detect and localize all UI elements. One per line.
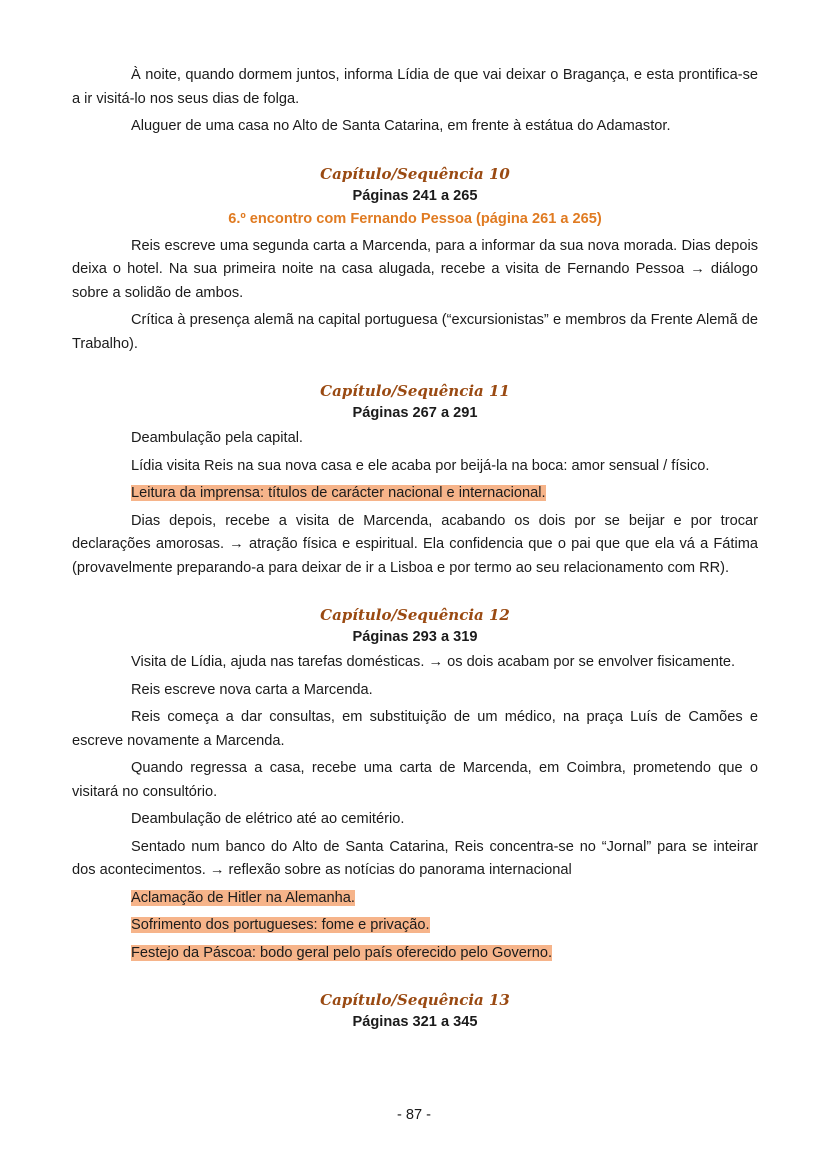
chapter-title: Capítulo/Sequência 12 [320,606,510,624]
chapter-12-heading [72,604,758,649]
chapter-10-heading [72,163,758,231]
paragraph: Deambulação pela capital. [131,430,303,446]
paragraph: Deambulação de elétrico até ao cemitério. [131,811,405,827]
highlighted-paragraph [72,887,758,911]
paragraph: Lídia visita Reis na sua nova casa e ele acaba por beijá-la na boca: amor sensual / físico. [131,457,710,474]
highlight: Leitura da imprensa: títulos de carácter nacional e internacional. [131,485,546,501]
chapter-pages: Páginas 293 a 319 [352,629,478,645]
paragraph: Reis escreve uma segunda carta a Marcenda, para a informar da sua nova morada. Dias depois deixa o hotel. Na sua primeira noite na casa alugada, recebe a visita de Fernando Pessoa → diálogo sobre a solidão de ambos. [72,237,758,301]
chapter-title: Capítulo/Sequência 13 [320,991,510,1009]
chapter-title: Capítulo/Sequência 11 [320,382,510,400]
chapter-11-heading [72,380,758,425]
chapter-title: Capítulo/Sequência 10 [320,164,510,183]
paragraph: Sentado num banco do Alto de Santa Catarina, Reis concentra-se no “Jornal” para se inteirar dos acontecimentos. → reflexão sobre as notícias do panorama internacional [72,838,758,878]
chapter-pages: Páginas 321 a 345 [352,1014,478,1030]
paragraph: À noite, quando dormem juntos, informa Lídia de que vai deixar o Bragança, e esta prontifica-se a ir visitá-lo nos seus dias de folga. [72,67,758,107]
paragraph: Crítica à presença alemã na capital portuguesa (“excursionistas” e membros da Frente Alemã de Trabalho). [72,312,758,352]
highlighted-paragraph [72,942,758,966]
chapter-pages: Páginas 241 a 265 [352,187,478,204]
highlight: Aclamação de Hitler na Alemanha. [131,889,355,906]
paragraph: Reis escreve nova carta a Marcenda. [131,681,373,698]
highlighted-paragraph [72,914,758,938]
chapter-pages: Páginas 267 a 291 [352,405,478,421]
highlight: Festejo da Páscoa: bodo geral pelo país oferecido pelo Governo. [131,944,553,961]
paragraph: Visita de Lídia, ajuda nas tarefas domésticas. → os dois acabam por se envolver fisicamente. [131,654,736,670]
paragraph: Quando regressa a casa, recebe uma carta de Marcenda, em Coimbra, prometendo que o visitará no consultório. [72,760,758,800]
chapter-subtitle: 6.º encontro com Fernando Pessoa (página 261 a 265) [228,210,602,227]
paragraph: Reis começa a dar consultas, em substituição de um médico, na praça Luís de Camões e escreve novamente a Marcenda. [72,709,758,749]
chapter-13-heading [72,989,758,1034]
paragraph: Aluguer de uma casa no Alto de Santa Catarina, em frente à estátua do Adamastor. [131,118,671,134]
highlighted-paragraph [72,482,758,506]
paragraph: Dias depois, recebe a visita de Marcenda, acabando os dois por se beijar e por trocar declarações amorosas. → atração física e espiritual. Ela confidencia que o pai que que ela vá a Fátima (provavelmente preparando-a para deixar de ir a Lisboa e por termo ao seu relacionamento com RR). [72,512,758,576]
highlight: Sofrimento dos portugueses: fome e privação. [131,917,430,933]
document-page [72,64,758,1036]
page-number: - 87 - [396,1107,432,1123]
